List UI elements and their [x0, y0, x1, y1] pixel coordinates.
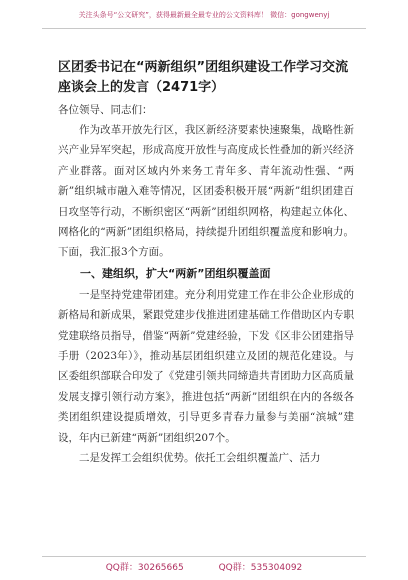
header-banner: 关注头条号“公文研究”，获得最新最全最专业的公文资料库！ 微信：gongwenyj — [78, 11, 330, 19]
footer-qq-group-2: QQ群：535304092 — [218, 563, 303, 573]
footer — [0, 560, 408, 573]
section-heading-1: 一、建组织，扩大“两新”团组织覆盖面 — [80, 266, 271, 280]
document-body — [58, 58, 354, 469]
header-divider — [42, 28, 366, 29]
intro-paragraph: 作为改革开放先行区，我区新经济要素快速聚集，战略性新兴产业异军突起，形成高度开放性与高度成长性叠加的新兴经济产业群落。面对区域内外来务工青年多、青年流动性强、“两新”组织城市融入难等情况，区团委积极开展“两新”组织团建百日攻坚等行动，不断织密区“两新”团组织网格，构建起立体化、网格化的“两新”团组织格局，持续提升团组织覆盖度和影响力。下面，我汇报3个方面。 — [58, 124, 354, 259]
greeting: 各位领导、同志们： — [58, 104, 153, 116]
section1-paragraph-1: 一是坚持党建带团建。充分利用党建工作在非公企业形成的新格局和新成果，紧跟党建步伐推进团建基础工作借助区内专职党建联络员指导，借鉴“两新”党建经验，下发《区非公团建指导手册（2023年）》，推动基层团组织建立及团的规范化建设。与区委组织部联合印发了《党建引领共同缔造共青团助力区高质量发展支撑引领行动方案》，推进包括“两新”团组织在内的各级各类团组织建设提质增效，引导更多青春力量参与美丽“滨城”建设，年内已新建“两新”团组织207个。 — [58, 288, 354, 444]
footer-qq-group-1: QQ群：30265665 — [105, 563, 184, 573]
section1-paragraph-2: 二是发挥工会组织优势。依托工会组织覆盖广、活力 — [79, 452, 321, 465]
document-title: 区团委书记在“两新组织”团组织建设工作学习交流座谈会上的发言（2471字） — [58, 60, 349, 95]
footer-divider — [42, 556, 366, 557]
